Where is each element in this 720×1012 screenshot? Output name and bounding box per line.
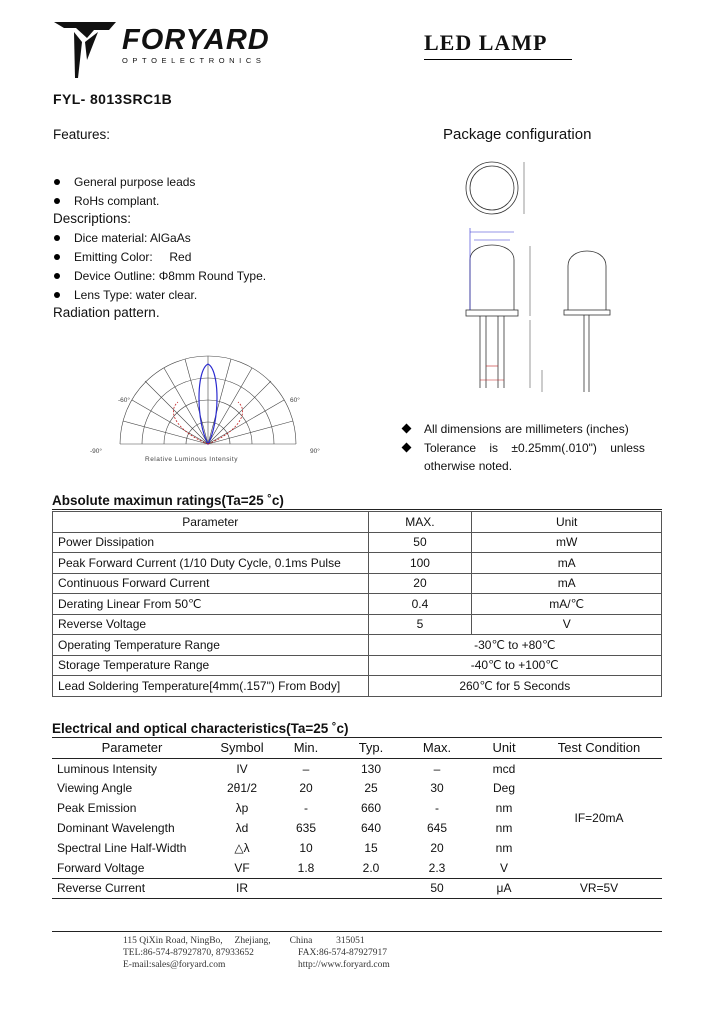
cell-parameter: Reverse Voltage — [53, 614, 369, 635]
description-item: Lens Type: water clear. — [53, 288, 197, 302]
bullet-icon — [54, 235, 60, 241]
feature-item: RoHs complant. — [53, 194, 159, 208]
diamond-bullet-icon — [402, 424, 412, 434]
cell-typ: 660 — [360, 801, 382, 816]
features-heading: Features: — [53, 127, 111, 142]
cell-max: 645 — [426, 821, 448, 836]
footer-rule — [52, 931, 662, 932]
bullet-icon — [54, 179, 60, 185]
cell-max: 5 — [368, 614, 472, 635]
cell-parameter: Lead Soldering Temperature[4mm(.157") From Body] — [53, 676, 369, 697]
title-underline — [424, 59, 572, 60]
cell-parameter: Reverse Current — [57, 881, 146, 896]
cell-min — [272, 878, 340, 899]
header-parameter: Parameter — [53, 512, 369, 533]
cell-max: 2.3 — [428, 860, 446, 875]
footer-website: http://www.foryard.com — [298, 960, 390, 970]
description-item: Emitting Color: Red — [53, 250, 191, 264]
package-drawing — [440, 160, 620, 400]
package-note-2: Tolerance is ±0.25mm(.010") unless otherwise noted. — [403, 439, 674, 475]
cell-typ: 640 — [360, 821, 382, 836]
table-row — [53, 635, 662, 656]
cell-unit: V — [472, 614, 662, 635]
table-row — [53, 676, 662, 697]
cell-max: 20 — [368, 573, 472, 594]
cell-min: 635 — [295, 821, 317, 836]
brand-subtitle: OPTOELECTRONICS — [122, 56, 266, 65]
cell-unit: mA — [472, 553, 662, 574]
table-row — [52, 878, 662, 899]
header-max: Max. — [422, 740, 452, 756]
table-row — [53, 594, 662, 615]
cell-max: – — [433, 761, 441, 776]
document-title: LED LAMP — [424, 30, 548, 55]
cell-typ: 130 — [360, 761, 382, 776]
cell-max: 100 — [368, 553, 472, 574]
cell-symbol: λp — [235, 801, 249, 816]
radiation-pattern-diagram — [108, 352, 308, 452]
bullet-icon — [54, 198, 60, 204]
cell-test-condition: VR=5V — [579, 881, 619, 896]
angle-label-left-60: -60° — [118, 397, 130, 404]
bullet-icon — [54, 292, 60, 298]
ratings-table — [52, 511, 662, 697]
bullet-icon — [54, 254, 60, 260]
table-row — [53, 655, 662, 676]
cell-typ: 25 — [364, 781, 378, 796]
header-test-condition: Test Condition — [557, 740, 641, 756]
cell-unit: mA/℃ — [472, 594, 662, 615]
cell-value: -30℃ to +80℃ — [368, 635, 661, 656]
cell-parameter: Peak Forward Current (1/10 Duty Cycle, 0.1ms Pulse — [53, 553, 369, 574]
cell-max: 20 — [430, 840, 444, 855]
feature-item: General purpose leads — [53, 175, 195, 189]
description-item: Device Outline: Φ8mm Round Type. — [53, 269, 266, 283]
foryard-logo-icon — [54, 20, 120, 80]
table-header-row — [52, 738, 662, 758]
package-note-1: All dimensions are millimeters (inches) — [403, 420, 653, 438]
cell-max: 30 — [430, 781, 444, 796]
table-row — [53, 573, 662, 594]
footer-fax: FAX:86-574-87927917 — [298, 948, 388, 958]
header-parameter: Parameter — [101, 740, 163, 756]
table-row — [53, 553, 662, 574]
cell-parameter: Power Dissipation — [53, 532, 369, 553]
cell-parameter: Derating Linear From 50℃ — [53, 594, 369, 615]
cell-unit: μA — [496, 881, 512, 896]
cell-unit: nm — [495, 840, 513, 855]
diamond-bullet-icon — [402, 443, 412, 453]
header-min: Min. — [293, 740, 319, 756]
table-header-row — [53, 512, 662, 533]
cell-symbol: VF — [234, 860, 250, 875]
cell-unit: nm — [495, 821, 513, 836]
cell-parameter: Spectral Line Half-Width — [57, 840, 187, 855]
cell-test-condition: IF=20mA — [574, 811, 624, 826]
footer-email: E-mail:sales@foryard.com — [123, 960, 226, 970]
cell-parameter: Dominant Wavelength — [57, 821, 175, 836]
brand-name: FORYARD — [122, 24, 270, 56]
header-unit: Unit — [492, 740, 516, 756]
cell-unit: nm — [495, 801, 513, 816]
cell-parameter: Forward Voltage — [57, 860, 145, 875]
angle-label-right-90: 90° — [310, 448, 320, 455]
cell-unit: mcd — [492, 761, 516, 776]
cell-value: -40℃ to +100℃ — [368, 655, 661, 676]
cell-value: 260℃ for 5 Seconds — [368, 676, 661, 697]
electrical-heading: Electrical and optical characteristics(Ta=25 ˚c) — [52, 721, 349, 736]
cell-symbol: IR — [236, 881, 248, 896]
header-symbol: Symbol — [220, 740, 264, 756]
electrical-table — [52, 738, 662, 899]
ratings-rule — [52, 509, 662, 510]
header-unit: Unit — [472, 512, 662, 533]
radiation-heading: Radiation pattern. — [53, 305, 160, 320]
angle-label-left-90: -90° — [90, 448, 102, 455]
cell-max: 0.4 — [368, 594, 472, 615]
cell-symbol: IV — [236, 761, 248, 776]
cell-symbol: λd — [235, 821, 249, 836]
cell-parameter: Peak Emission — [57, 801, 137, 816]
descriptions-heading: Descriptions: — [53, 211, 132, 226]
cell-min: – — [302, 761, 310, 776]
cell-typ: 15 — [364, 840, 378, 855]
table-row — [53, 614, 662, 635]
table-row — [53, 532, 662, 553]
cell-unit: mA — [472, 573, 662, 594]
bullet-icon — [54, 273, 60, 279]
cell-min: 10 — [299, 840, 313, 855]
cell-min: - — [304, 801, 308, 816]
footer-address: 115 QiXin Road, NingBo, Zhejiang, China 315051 — [123, 936, 365, 946]
table-row — [52, 758, 662, 778]
cell-parameter: Viewing Angle — [57, 781, 133, 796]
header-max: MAX. — [368, 512, 472, 533]
cell-typ — [340, 878, 402, 899]
header-typ: Typ. — [358, 740, 384, 756]
cell-min: 20 — [299, 781, 313, 796]
package-heading: Package configuration — [443, 126, 592, 143]
cell-parameter: Operating Temperature Range — [53, 635, 369, 656]
cell-symbol: △λ — [234, 840, 250, 855]
description-item: Dice material: AlGaAs — [53, 231, 191, 245]
cell-parameter: Luminous Intensity — [57, 761, 158, 776]
cell-parameter: Continuous Forward Current — [53, 573, 369, 594]
cell-max: 50 — [430, 881, 444, 896]
cell-max: 50 — [368, 532, 472, 553]
cell-unit: Deg — [492, 781, 515, 796]
cell-min: 1.8 — [297, 860, 315, 875]
cell-unit: V — [499, 860, 508, 875]
cell-max: - — [435, 801, 439, 816]
cell-parameter: Storage Temperature Range — [53, 655, 369, 676]
angle-label-right-60: 60° — [290, 397, 300, 404]
footer-tel: TEL:86-574-87927870, 87933652 — [123, 948, 254, 958]
part-number: FYL- 8013SRC1B — [53, 91, 173, 107]
cell-unit: mW — [472, 532, 662, 553]
ratings-heading: Absolute maximun ratings(Ta=25 ˚c) — [52, 493, 284, 508]
cell-typ: 2.0 — [362, 860, 380, 875]
cell-symbol: 2θ1/2 — [226, 781, 258, 796]
radiation-caption: Relative Luminous Intensity — [145, 456, 238, 463]
